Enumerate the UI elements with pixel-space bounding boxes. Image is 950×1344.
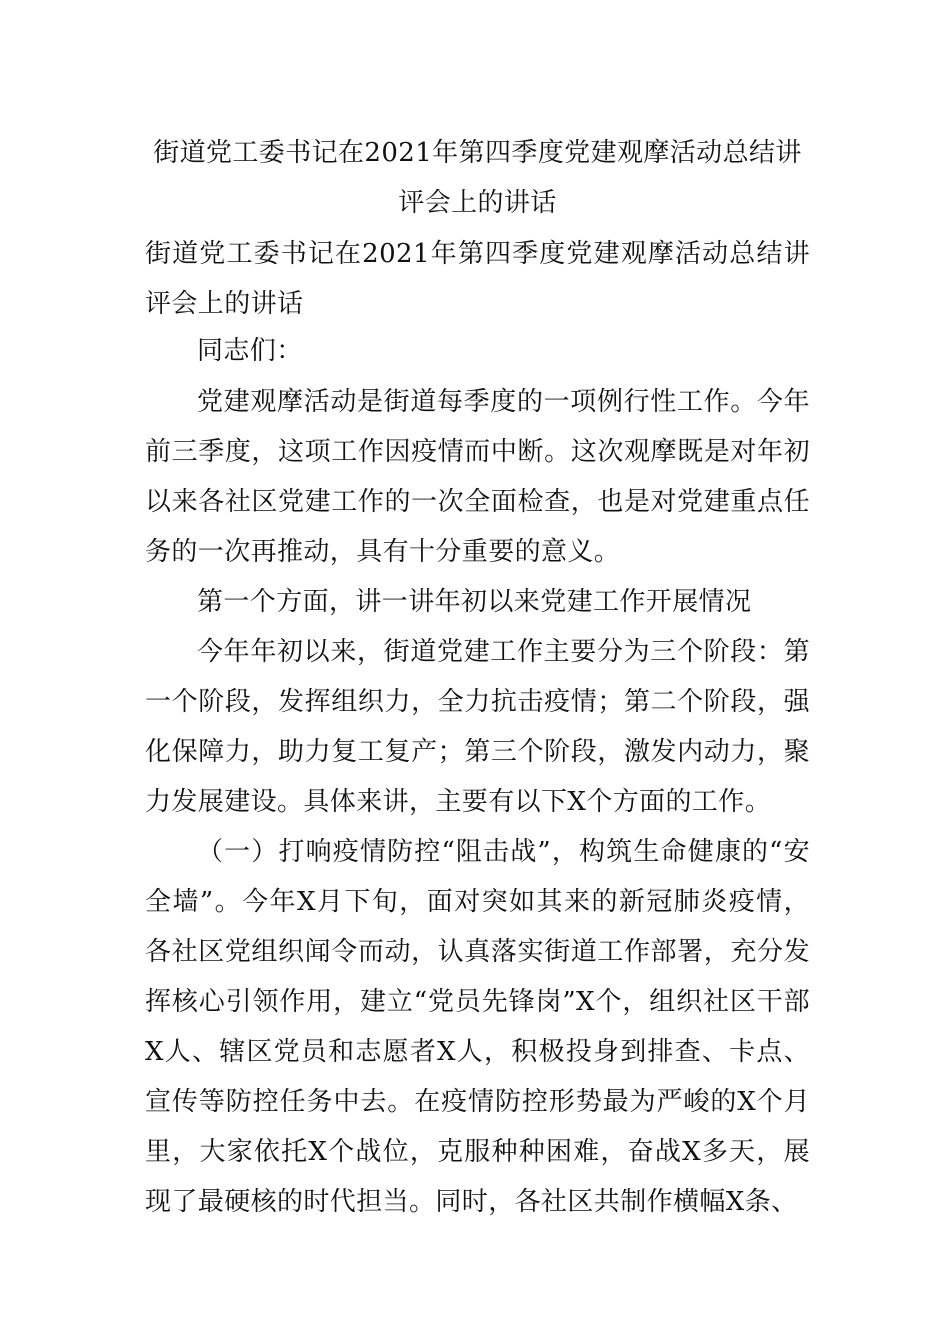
paragraph-overview: 今年年初以来，街道党建工作主要分为三个阶段：第一个阶段，发挥组织力，全力抗击疫情；第二个阶段，强化保障力，助力复工复产；第三个阶段，激发内动力，聚力发展建设。具体来讲，主要有以下X个方面的工作。	[145, 637, 810, 817]
document-title: 街道党工委书记在2021年第四季度党建观摩活动总结讲评会上的讲话	[153, 138, 802, 218]
section-heading: 第一个方面，讲一讲年初以来党建工作开展情况	[197, 587, 752, 617]
paragraph-intro: 党建观摩活动是街道每季度的一项例行性工作。今年前三季度，这项工作因疫情而中断。这次观摩既是对年初以来各社区党建工作的一次全面检查，也是对党建重点任务的一次再推动，具有十分重要的意义。	[145, 387, 810, 567]
paragraph-epidemic: （一）打响疫情防控“阻击战”，构筑生命健康的“安全墙”。今年X月下旬，面对突如其来的新冠肺炎疫情，各社区党组织闻令而动，认真落实街道工作部署，充分发挥核心引领作用，建立“党员先锋岗”X个，组织社区干部X人、辖区党员和志愿者X人，积极投身到排查、卡点、宣传等防控任务中去。在疫情防控形势最为严峻的X个月里，大家依托X个战位，克服种种困难，奋战X多天，展现了最硬核的时代担当。同时，各社区共制作横幅X条、	[145, 837, 810, 1217]
document-body	[145, 326, 810, 1227]
salutation: 同志们：	[197, 336, 303, 366]
document-repeat-title: 街道党工委书记在2021年第四季度党建观摩活动总结讲评会上的讲话	[145, 239, 810, 319]
